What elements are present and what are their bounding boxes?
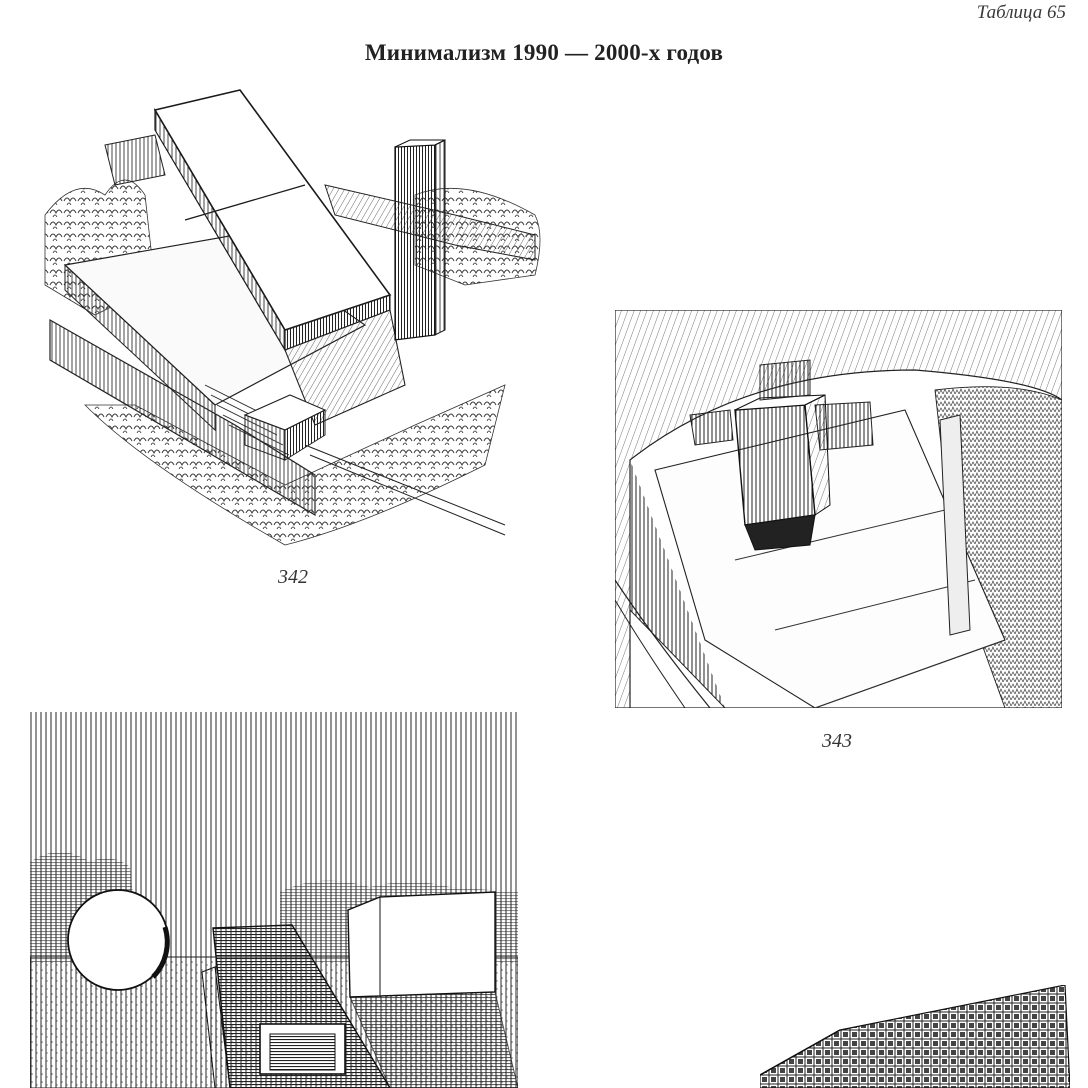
figure-342-caption: 342 <box>278 566 308 588</box>
figure-345-drawing <box>760 985 1070 1088</box>
figure-343-drawing <box>615 310 1062 708</box>
table-number: Таблица 65 <box>976 2 1066 23</box>
page-title: Минимализм 1990 — 2000-х годов <box>364 40 724 65</box>
figure-343-caption: 343 <box>822 730 852 752</box>
figure-344-drawing <box>30 712 518 1088</box>
figure-342-drawing <box>35 85 560 555</box>
